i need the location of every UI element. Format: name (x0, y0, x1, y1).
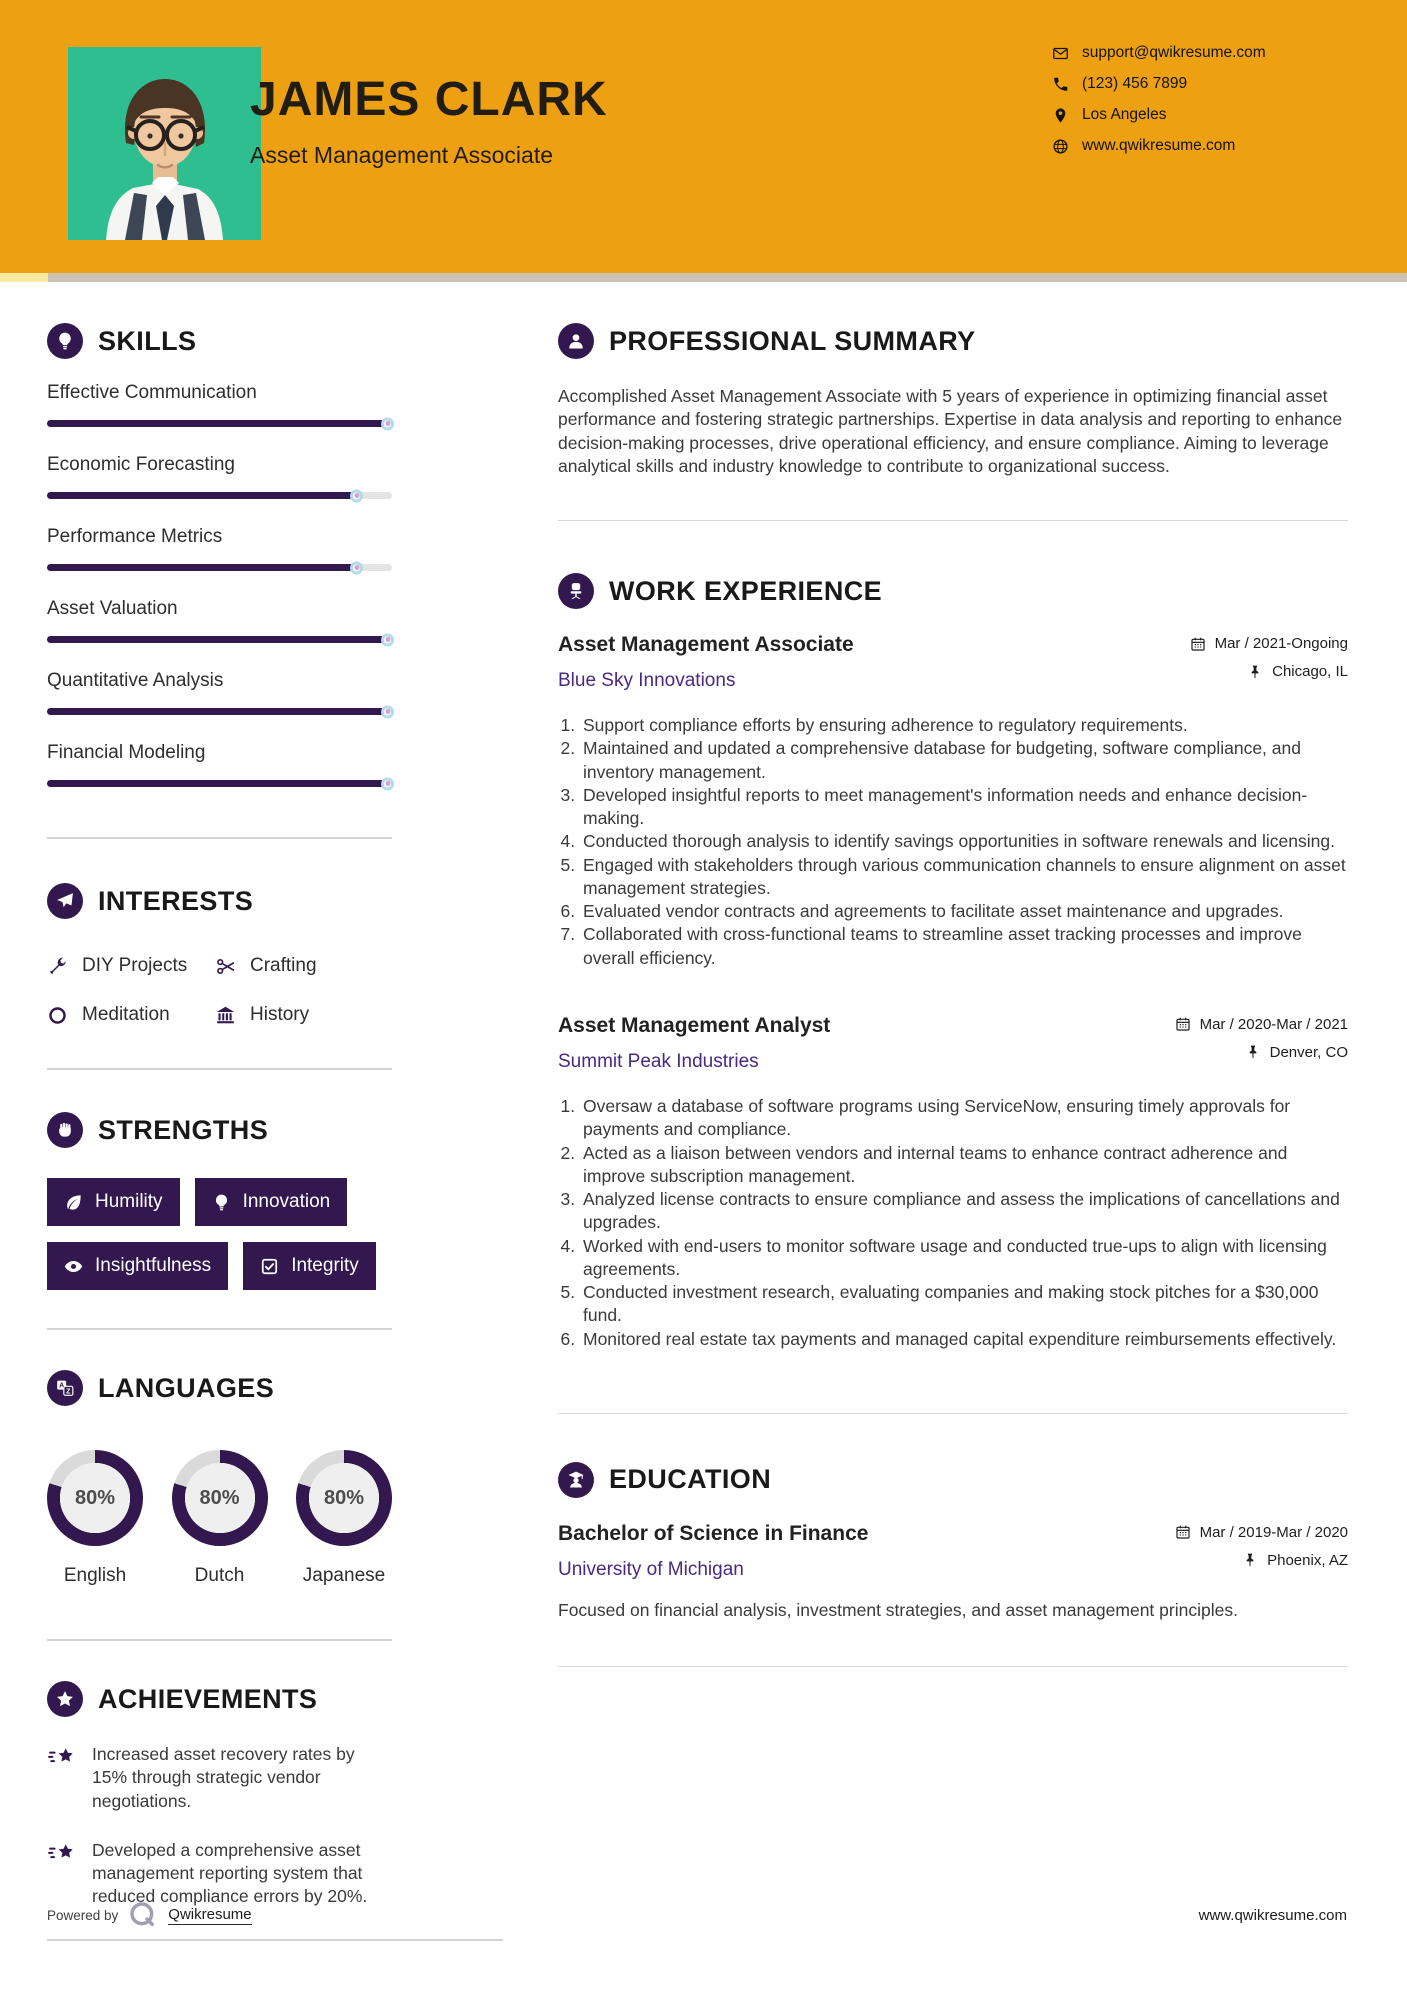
job-date-text: Mar / 2020-Mar / 2021 (1199, 1015, 1348, 1033)
language-donut-chart (172, 1450, 268, 1546)
footer-branding (47, 1900, 252, 1930)
strength-chip (243, 1242, 376, 1290)
languages-section-header (47, 1370, 392, 1406)
divider (47, 1068, 392, 1070)
degree-title: Bachelor of Science in Finance (558, 1521, 869, 1545)
language-label: English (63, 1565, 127, 1586)
strength-label: Insightfulness (95, 1255, 212, 1276)
skills-heading: SKILLS (98, 325, 197, 356)
strengths-section-header (47, 1112, 392, 1148)
languages-heading: LANGUAGES (98, 1372, 275, 1403)
eye-icon (64, 1257, 83, 1276)
contact-location-text: Los Angeles (1082, 106, 1167, 123)
job-location-text: Denver, CO (1269, 1043, 1348, 1061)
job-bullet: 6. Monitored real estate tax payments and managed capital expenditure reimbursements effectively. (580, 1328, 1348, 1351)
language-item (296, 1450, 392, 1587)
contact-phone-text: (123) 456 7899 (1082, 75, 1188, 92)
left-column (47, 282, 392, 1941)
job-company-link[interactable]: Summit Peak Industries (558, 1050, 759, 1072)
scissors-icon (215, 956, 236, 977)
person-title: Asset Management Associate (250, 142, 553, 168)
job-bullet: 5. Engaged with stakeholders through various communication channels to ensure alignment on asset management strategies. (580, 854, 1348, 901)
experience-heading: WORK EXPERIENCE (609, 575, 883, 606)
job-bullet: 6. Evaluated vendor contracts and agreements to facilitate asset maintenance and upgrades. (580, 900, 1348, 923)
job-header (558, 1014, 1348, 1073)
language-donut-chart (47, 1450, 143, 1546)
language-item (172, 1450, 268, 1587)
skill-bar (47, 708, 392, 715)
slider-handle (350, 561, 363, 574)
education-date-text: Mar / 2019-Mar / 2020 (1199, 1523, 1348, 1541)
achievement-item (47, 1743, 392, 1813)
education-header (558, 1522, 1348, 1581)
interest-item (47, 955, 215, 977)
profile-photo (68, 47, 261, 240)
education-description: Focused on financial analysis, investment strategies, and asset management principles. (558, 1599, 1238, 1620)
lightbulb-icon (47, 323, 83, 359)
job-bullet: 1. Oversaw a database of software programs using ServiceNow, ensuring timely approvals for payments and compliance. (580, 1095, 1348, 1142)
language-label: Dutch (194, 1565, 245, 1586)
contact-phone (1052, 75, 1266, 93)
skill-bar (47, 636, 392, 643)
language-donut-chart (296, 1450, 392, 1546)
job-bullet: 2. Acted as a liaison between vendors and internal teams to enhance contract adherence and improve subscription management. (580, 1142, 1348, 1189)
strength-label: Humility (95, 1191, 163, 1212)
slider-handle (350, 489, 363, 502)
job-bullet: 3. Developed insightful reports to meet management's information needs and enhance decision-making. (580, 784, 1348, 831)
achievement-text: Increased asset recovery rates by 15% through strategic vendor negotiations. (92, 1744, 355, 1811)
education-location (1175, 1552, 1348, 1569)
skill-bar (47, 564, 392, 571)
right-column (558, 282, 1348, 1941)
skill-label: Performance Metrics (47, 526, 223, 547)
pushpin-icon (1242, 1552, 1258, 1568)
office-chair-icon (558, 573, 594, 609)
achievement-text: Developed a comprehensive asset management reporting system that reduced compliance errors by 20%. (92, 1839, 368, 1907)
job-title-block (558, 633, 854, 692)
calendar-icon (1175, 1524, 1191, 1540)
svg-text:A: A (59, 1381, 65, 1390)
job-date (1175, 1016, 1348, 1033)
star-icon (47, 1681, 83, 1717)
divider (47, 837, 392, 839)
pushpin-icon (1247, 664, 1263, 680)
check-square-icon (260, 1257, 279, 1276)
interest-label: DIY Projects (82, 955, 188, 976)
shooting-star-icon (47, 1841, 77, 1867)
strength-chip (47, 1242, 228, 1290)
powered-by-label: Powered by (47, 1907, 119, 1923)
contact-list (1052, 44, 1266, 155)
leaf-icon (64, 1193, 83, 1212)
job-bullet: 4. Conducted thorough analysis to identify savings opportunities in software renewals and licensing. (580, 830, 1348, 853)
interest-label: Meditation (82, 1004, 170, 1025)
school-link[interactable]: University of Michigan (558, 1558, 744, 1580)
experience-section-header (558, 573, 1348, 609)
location-icon (1052, 107, 1069, 124)
education-heading: EDUCATION (609, 1464, 772, 1495)
pushpin-icon (1245, 1044, 1261, 1060)
language-percent: 80% (309, 1463, 379, 1533)
interest-item (47, 1004, 215, 1026)
slider-handle (381, 633, 394, 646)
skill-item (47, 382, 392, 427)
education-location-text: Phoenix, AZ (1267, 1551, 1348, 1569)
summary-section-header (558, 323, 1348, 359)
job-bullet: 4. Worked with end-users to monitor software usage and conducted true-ups to align with licensing agreements. (580, 1235, 1348, 1282)
contact-location (1052, 106, 1266, 124)
skill-bar (47, 420, 392, 427)
skill-bar (47, 780, 392, 787)
skill-label: Financial Modeling (47, 742, 206, 763)
job-meta (1175, 1014, 1348, 1061)
strength-label: Integrity (291, 1255, 359, 1276)
email-icon (1052, 45, 1069, 62)
interests-list (47, 955, 392, 1026)
skill-item (47, 526, 392, 571)
achievement-item (47, 1839, 392, 1909)
skill-item (47, 670, 392, 715)
skill-bar (47, 492, 392, 499)
skill-item (47, 598, 392, 643)
education-meta (1175, 1522, 1348, 1569)
job-title: Asset Management Associate (558, 633, 854, 657)
circle-icon (47, 1005, 68, 1026)
education-date (1175, 1524, 1348, 1541)
language-label: Japanese (302, 1565, 386, 1586)
strength-chip (195, 1178, 348, 1226)
job-bullet-list (558, 714, 1348, 970)
qwikresume-logo-icon (128, 1900, 158, 1930)
job-meta (1190, 633, 1348, 680)
contact-email[interactable] (1052, 44, 1266, 62)
calendar-icon (1175, 1016, 1191, 1032)
interest-item (215, 1004, 392, 1026)
achievements-heading: ACHIEVEMENTS (98, 1683, 318, 1714)
language-percent: 80% (185, 1463, 255, 1533)
strength-label: Innovation (242, 1191, 331, 1212)
job-location-text: Chicago, IL (1272, 663, 1348, 681)
job-location (1175, 1044, 1348, 1061)
job-company-link[interactable]: Blue Sky Innovations (558, 670, 736, 692)
person-icon (558, 323, 594, 359)
job-title-block (558, 1014, 830, 1073)
summary-heading: PROFESSIONAL SUMMARY (609, 325, 976, 356)
job-location (1190, 663, 1348, 680)
interest-label: History (250, 1004, 310, 1025)
portrait-illustration (68, 47, 261, 240)
divider (47, 1939, 503, 1941)
slider-handle (381, 417, 394, 430)
education-section-header (558, 1462, 1348, 1498)
footer-site-link[interactable]: www.qwikresume.com (1198, 1906, 1347, 1924)
skills-section-header (47, 323, 392, 359)
divider (558, 1666, 1348, 1667)
divider (47, 1328, 392, 1330)
lightbulb-icon (212, 1193, 231, 1212)
header-bottom-strip (0, 273, 1407, 282)
contact-website-text: www.qwikresume.com (1082, 137, 1236, 154)
content (0, 282, 1407, 1941)
language-percent: 80% (60, 1463, 130, 1533)
interest-item (215, 955, 392, 977)
slider-handle (381, 777, 394, 790)
globe-icon (1052, 138, 1069, 155)
translate-icon (47, 1370, 83, 1406)
skill-label: Effective Communication (47, 382, 257, 403)
wrench-icon (47, 956, 68, 977)
summary-text: Accomplished Asset Management Associate with 5 years of experience in optimizing financial asset performance and fostering strategic partnerships. Expertise in data analysis and reporting to enhance decision-making processes, drive operational efficiency, and ensure compliance. Aiming to leverage analytical skills and industry knowledge to contribute to organizational success. (558, 386, 1343, 476)
languages-list (47, 1450, 392, 1587)
job-bullet: 1. Support compliance efforts by ensuring adherence to regulatory requirements. (580, 714, 1348, 737)
person-name: JAMES CLARK (250, 73, 608, 126)
fist-icon (47, 1112, 83, 1148)
strength-chip (47, 1178, 180, 1226)
divider (47, 1639, 392, 1641)
language-item (47, 1450, 143, 1587)
calendar-icon (1190, 636, 1206, 652)
contact-website[interactable] (1052, 137, 1266, 155)
education-entry (558, 1522, 1348, 1622)
job-bullet: 7. Collaborated with cross-functional teams to streamline asset tracking processes and improve overall efficiency. (580, 923, 1348, 970)
identity-block (250, 73, 608, 169)
phone-icon (1052, 76, 1069, 93)
achievements-section-header (47, 1681, 392, 1717)
divider (558, 1413, 1348, 1414)
footer (47, 1900, 1347, 1930)
divider (558, 520, 1348, 521)
job-bullet-list (558, 1095, 1348, 1351)
svg-text:Z: Z (66, 1387, 71, 1396)
job-date (1190, 635, 1348, 652)
job-bullet: 2. Maintained and updated a comprehensive database for budgeting, software compliance, and inventory management. (580, 737, 1348, 784)
job-title: Asset Management Analyst (558, 1013, 831, 1037)
qwikresume-brand-link[interactable]: Qwikresume (168, 1905, 252, 1923)
skill-label: Economic Forecasting (47, 454, 235, 475)
museum-icon (215, 1005, 236, 1026)
graduate-icon (558, 1462, 594, 1498)
shooting-star-icon (47, 1745, 77, 1771)
slider-handle (381, 705, 394, 718)
job-bullet: 5. Conducted investment research, evaluating companies and making stock pitches for a $30,000 fund. (580, 1281, 1348, 1328)
job-header (558, 633, 1348, 692)
skill-label: Quantitative Analysis (47, 670, 224, 691)
contact-email-text: support@qwikresume.com (1082, 44, 1266, 61)
job-bullet: 3. Analyzed license contracts to ensure compliance and assess the implications of cancellations and upgrades. (580, 1188, 1348, 1235)
education-title-block (558, 1522, 868, 1581)
interests-section-header (47, 883, 392, 919)
skill-label: Asset Valuation (47, 598, 178, 619)
interest-label: Crafting (250, 955, 317, 976)
job-entry (558, 633, 1348, 970)
interests-heading: INTERESTS (98, 885, 254, 916)
job-entry (558, 1014, 1348, 1351)
skill-item (47, 454, 392, 499)
paper-plane-icon (47, 883, 83, 919)
skill-item (47, 742, 392, 787)
strengths-list (47, 1178, 392, 1290)
header (0, 0, 1407, 273)
strengths-heading: STRENGTHS (98, 1114, 269, 1145)
job-date-text: Mar / 2021-Ongoing (1214, 635, 1348, 653)
